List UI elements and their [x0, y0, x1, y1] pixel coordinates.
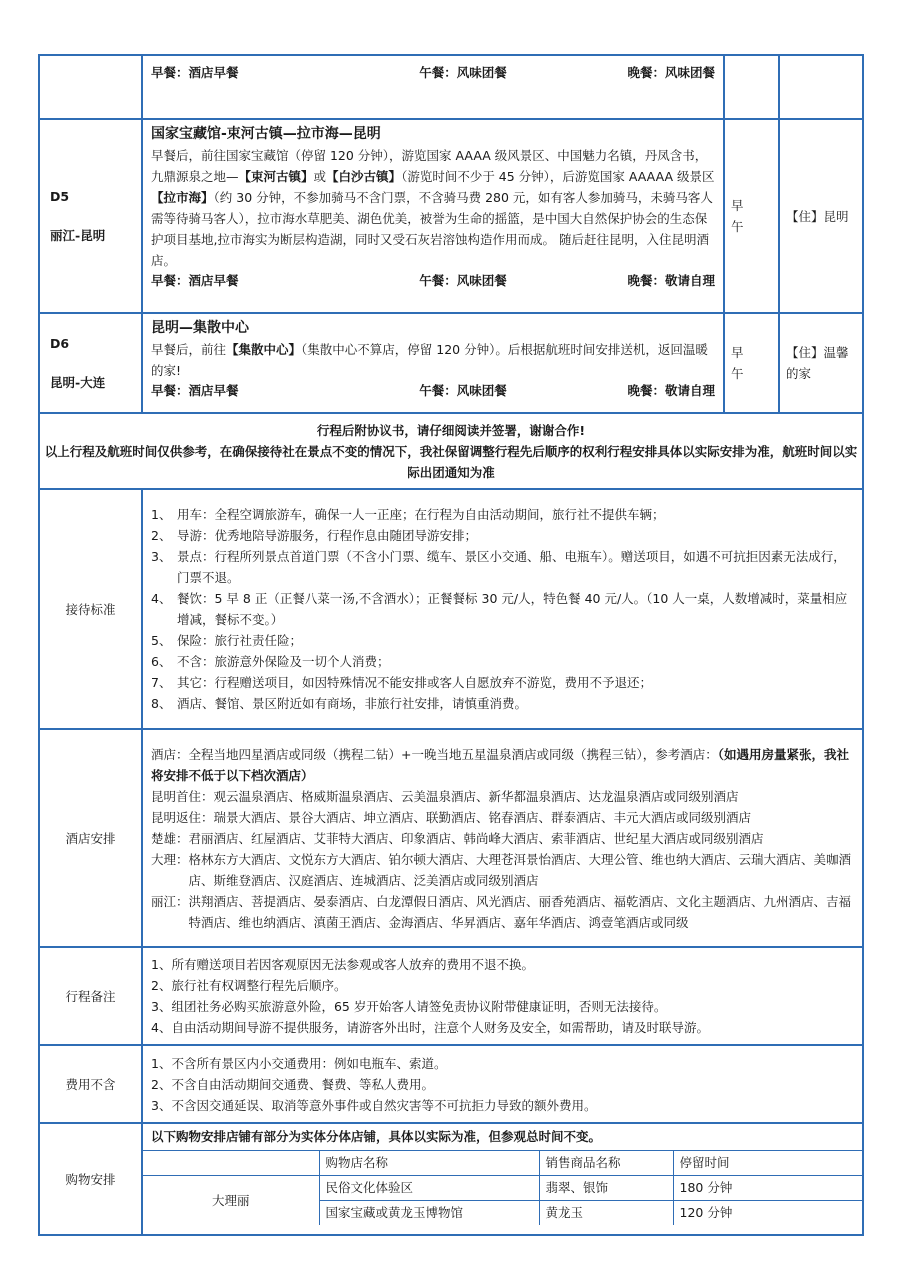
breakfast-label: 早餐：酒店早餐: [151, 65, 239, 80]
shopping-time: 180 分钟: [673, 1176, 862, 1201]
hotel-list: 观云温泉酒店、格威斯温泉酒店、云美温泉酒店、新华都温泉酒店、达龙温泉酒店或同级别酒店: [213, 788, 739, 804]
desc-text: （约 30 分钟，不参加骑马不含门票，不含骑马费 280 元，如有客人参加骑马，未骑马客人需等待骑马客人），拉市海水草肥美、湖色优美，被誉为生命的摇篮，是中国大自然保护协会的生态保护项目基地,拉市海实为断层构造湖，同时又受石灰岩溶蚀构造作用而成。 随后赶往昆明，入住昆明酒店。: [151, 190, 713, 268]
day-route: 丽江-昆明: [50, 228, 106, 243]
excluded-label: 费用不含: [39, 1045, 142, 1123]
shopping-store: 国家宝藏或黄龙玉博物馆: [319, 1201, 539, 1226]
shopping-header-empty: [143, 1151, 319, 1176]
item-text: 其它：行程赠送项目，如因特殊情况不能安排或客人自愿放弃不游览，费用不予退还；: [177, 675, 653, 690]
remarks-label: 行程备注: [39, 947, 142, 1045]
item-number: 4、: [151, 591, 172, 606]
stay-cell-d6: 【住】温馨的家: [779, 313, 863, 413]
reception-list: [142, 489, 863, 729]
remark-item: 4、自由活动期间导游不提供服务，请游客外出时，注意个人财务及安全，如需帮助，请及时联导游。: [151, 1020, 709, 1035]
meal-flags-d6: [724, 313, 779, 413]
day-content-d5: [142, 119, 724, 313]
shopping-goods: 黄龙玉: [539, 1201, 673, 1226]
excluded-item: 3、不含因交通延误、取消等意外事件或自然灾害等不可抗拒力导致的额外费用。: [151, 1097, 597, 1113]
day-description: [151, 339, 715, 381]
item-text: 不含：旅游意外保险及一切个人消费；: [177, 654, 390, 669]
excluded-list: [142, 1045, 863, 1123]
item-text: 景点：行程所列景点首道门票（不含小门票、缆车、景区小交通、船、电瓶车）。赠送项目，如遇不可抗拒因素无法成行， 门票不退。: [177, 549, 846, 585]
day-number: D5: [50, 189, 70, 204]
day-title: 国家宝藏馆-束河古镇—拉市海—昆明: [151, 126, 381, 142]
shopping-goods: 翡翠、银饰: [539, 1176, 673, 1201]
shopping-header-goods: 销售商品名称: [539, 1151, 673, 1176]
dinner-label: 晚餐：风味团餐: [627, 65, 715, 80]
day-description: [151, 145, 715, 271]
shopping-note: 以下购物安排店铺有部分为实体分体店铺，具体以实际为准，但参观总时间不变。: [151, 1129, 602, 1144]
desc-text: （游览时间不少于 45 分钟），后游览国家 AAAAA 级景区: [401, 169, 715, 184]
day-cell-d6: [39, 313, 142, 413]
hotel-city: 丽江：: [151, 893, 189, 909]
shopping-row: [39, 1123, 863, 1235]
desc-highlight: 【集散中心】: [226, 342, 302, 357]
breakfast-label: 早餐：酒店早餐: [151, 273, 239, 288]
day-row-d6: [39, 313, 863, 413]
day-route: 昆明-大连: [50, 375, 106, 390]
hotels-list: [142, 729, 863, 947]
hotel-city: 昆明返住：: [151, 809, 214, 825]
item-number: 8、: [151, 696, 172, 711]
shopping-time: 120 分钟: [673, 1201, 862, 1226]
item-number: 6、: [151, 654, 172, 669]
reception-row: [39, 489, 863, 729]
item-text: 用车：全程空调旅游车，确保一人一正座；在行程为自由活动期间，旅行社不提供车辆；: [177, 507, 665, 522]
notice-cell: [39, 413, 863, 489]
item-number: 2、: [151, 528, 172, 543]
lunch-label: 午餐：风味团餐: [419, 65, 507, 80]
item-text: 餐饮：5 早 8 正（正餐八菜一汤,不含酒水）；正餐餐标 30 元/人，特色餐 40 元/人。（10 人一桌，人数增减时，菜量相应增减，餐标不变。）: [177, 591, 848, 627]
meal-flags-d5: [724, 119, 779, 313]
shopping-header-store: 购物店名称: [319, 1151, 539, 1176]
hotel-city: 楚雄：: [151, 830, 189, 846]
item-text: 酒店、餐馆、景区附近如有商场，非旅行社安排，请慎重消费。: [177, 696, 528, 711]
day-cell-d5: [39, 119, 142, 313]
day-content-d6: [142, 313, 724, 413]
hotel-city: 昆明首住：: [151, 788, 214, 804]
hotel-list: 格林东方大酒店、文悦东方大酒店、铂尔顿大酒店、大理苍洱景怡酒店、大理公管、维也纳大酒店、云瑞大酒店、美咖酒店、斯维登酒店、汉庭酒店、连城酒店、泛美酒店或同级别酒店: [188, 851, 852, 888]
hotels-label: 酒店安排: [39, 729, 142, 947]
shopping-header-row: [143, 1151, 862, 1176]
desc-text: （集散中心不算店，停留 120 分钟）。后根据航班时间安排送机，返回温暖的家!: [151, 342, 708, 378]
lunch-label: 午餐：风味团餐: [419, 273, 507, 288]
hotels-intro-text: 酒店：全程当地四星酒店或同级（携程二钻）+一晚当地五星温泉酒店或同级（携程三钻），参考酒店：: [151, 746, 718, 762]
itinerary-table: [38, 54, 864, 1236]
item-text: 保险：旅行社责任险；: [177, 633, 303, 648]
excluded-item: 2、不含自由活动期间交通费、餐费、等私人费用。: [151, 1076, 434, 1092]
shopping-header-time: 停留时间: [673, 1151, 862, 1176]
stay-cell-d5: 【住】昆明: [779, 119, 863, 313]
reception-label: 接待标准: [39, 489, 142, 729]
item-number: 1、: [151, 507, 172, 522]
item-number: 7、: [151, 675, 172, 690]
remark-item: 1、所有赠送项目若因客观原因无法参观或客人放弃的费用不退不换。: [151, 957, 534, 972]
shopping-table: [143, 1150, 862, 1225]
desc-highlight: 【束河古镇】: [238, 169, 314, 184]
shopping-region: 大理丽: [143, 1176, 319, 1226]
notice-row: [39, 413, 863, 489]
hotels-intro-bold: （如遇用房量紧张，我社将安排不低于以下档次酒店）: [151, 746, 849, 783]
desc-highlight: 【拉市海】: [151, 190, 214, 205]
meal-flags-text: 早 午: [731, 345, 744, 381]
dinner-label: 晚餐：敬请自理: [627, 383, 715, 398]
hotels-row: [39, 729, 863, 947]
hotel-list: 瑞景大酒店、景谷大酒店、坤立酒店、联勤酒店、铭春酒店、群泰酒店、丰元大酒店或同级别酒店: [213, 809, 752, 825]
remarks-list: [142, 947, 863, 1045]
meal-flags-text: 早 午: [731, 198, 744, 234]
notice-line-1: 行程后附协议书，请仔细阅读并签署，谢谢合作!: [316, 422, 586, 438]
day-row-d4-tail: [39, 55, 863, 119]
shopping-row-item: [143, 1176, 862, 1201]
desc-text: 早餐后，前往: [151, 342, 227, 357]
excluded-row: [39, 1045, 863, 1123]
hotel-list: 君丽酒店、红屋酒店、艾菲特大酒店、印象酒店、韩尚峰大酒店、索菲酒店、世纪星大酒店或同级别酒店: [188, 830, 764, 846]
hotels-intro: [151, 744, 854, 786]
remarks-row: [39, 947, 863, 1045]
shopping-cell: [142, 1123, 863, 1235]
desc-text: 早餐后，前往国家宝藏馆（停留 120 分钟），游览国家 AAAA 级风景区、中国魅力名镇，丹凤含书，九鼎源泉之地—: [151, 148, 708, 184]
day-cell-empty: [39, 55, 142, 119]
dinner-label: 晚餐：敬请自理: [627, 273, 715, 288]
notice-line-2: 以上行程及航班时间仅供参考，在确保接待社在景点不变的情况下，我社保留调整行程先后顺序的权利行程安排具体以实际安排为准，航班时间以实际出团通知为准: [44, 443, 858, 480]
lunch-label: 午餐：风味团餐: [419, 383, 507, 398]
itinerary-page: [38, 54, 862, 1236]
breakfast-label: 早餐：酒店早餐: [151, 383, 239, 398]
shopping-store: 民俗文化体验区: [319, 1176, 539, 1201]
meal-flag-cell-empty: [724, 55, 779, 119]
remark-item: 2、旅行社有权调整行程先后顺序。: [151, 978, 347, 993]
stay-cell-empty: [779, 55, 863, 119]
remark-item: 3、组团社务必购买旅游意外险，65 岁开始客人请签免责协议附带健康证明，否则无法接待。: [151, 999, 667, 1014]
day-number: D6: [50, 336, 70, 351]
hotel-list: 洪翔酒店、菩提酒店、晏泰酒店、白龙潭假日酒店、风光酒店、丽香苑酒店、福乾酒店、文化主题酒店、九州酒店、吉福特酒店、维也纳酒店、滇菌王酒店、金海酒店、华昇酒店、嘉年华酒店、鸿壹笔酒店或同级: [188, 893, 852, 930]
desc-highlight: 【白沙古镇】: [326, 169, 402, 184]
day-row-d5: [39, 119, 863, 313]
day-title: 昆明—集散中心: [151, 320, 249, 336]
item-number: 3、: [151, 549, 172, 564]
item-text: 导游：优秀地陪导游服务，行程作息由随团导游安排；: [177, 528, 478, 543]
excluded-item: 1、不含所有景区内小交通费用：例如电瓶车、索道。: [151, 1055, 447, 1071]
shopping-label: 购物安排: [39, 1123, 142, 1235]
hotel-city: 大理：: [151, 851, 189, 867]
desc-text: 或: [313, 169, 327, 184]
meals-cell-d4: [142, 55, 724, 119]
item-number: 5、: [151, 633, 172, 648]
